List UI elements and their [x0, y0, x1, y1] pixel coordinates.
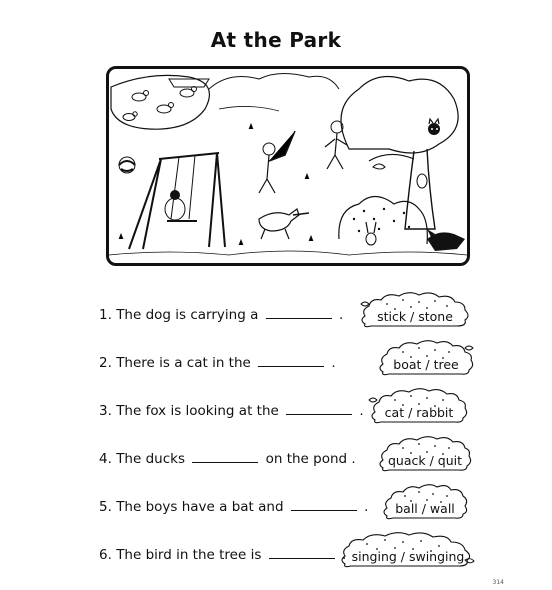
choice-text: quack / quit [387, 453, 463, 468]
question-3 [99, 386, 519, 426]
question-end: . [359, 403, 364, 419]
dog-icon [259, 209, 309, 239]
answer-blank[interactable] [269, 558, 335, 559]
question-number: 4. [99, 451, 112, 467]
choice-text: boat / tree [393, 357, 459, 372]
bird-icon [373, 164, 385, 169]
ducks-on-pond-icon [111, 75, 209, 129]
question-end: . [341, 547, 347, 563]
question-text: The boys have a bat and [116, 499, 284, 515]
cat-in-tree-icon [428, 119, 440, 135]
question-text: There is a cat in the [116, 355, 251, 371]
question-6 [99, 530, 519, 570]
rabbit-icon [366, 222, 376, 245]
choice-cloud [339, 530, 477, 570]
question-text: The dog is carrying a [116, 307, 259, 323]
choice-cloud [377, 434, 473, 474]
question-text: The ducks [116, 451, 185, 467]
question-text: The bird in the tree is [116, 547, 262, 563]
choice-text: cat / rabbit [384, 405, 454, 420]
fox-icon [427, 229, 465, 251]
page-number: 314 [492, 579, 504, 586]
answer-blank[interactable] [286, 414, 352, 415]
choice-cloud [381, 482, 469, 522]
question-end: . [331, 355, 336, 371]
question-end: . [338, 307, 344, 323]
swing-set-icon [129, 153, 225, 249]
ball-icon [119, 157, 135, 173]
answer-blank[interactable] [291, 510, 357, 511]
tree-icon [341, 77, 458, 230]
choice-text: stick / stone [377, 309, 453, 324]
choice-cloud [377, 338, 475, 378]
choice-cloud [367, 386, 471, 426]
page-title: At the Park [210, 28, 342, 52]
answer-blank[interactable] [258, 366, 324, 367]
choice-cloud [357, 290, 473, 330]
question-4 [99, 434, 519, 474]
answer-blank[interactable] [192, 462, 258, 463]
choice-text: singing / swinging [351, 549, 465, 564]
question-end: on the pond . [265, 451, 356, 467]
question-number: 1. [99, 307, 112, 323]
question-5 [99, 482, 519, 522]
question-2 [99, 338, 519, 378]
question-number: 5. [99, 499, 112, 515]
question-number: 6. [99, 547, 112, 563]
answer-blank[interactable] [266, 318, 332, 319]
question-end: . [364, 499, 369, 515]
park-illustration [106, 66, 470, 266]
boy-with-bat-icon [259, 121, 347, 193]
question-number: 2. [99, 355, 112, 371]
question-number: 3. [99, 403, 112, 419]
choice-text: ball / wall [395, 501, 455, 516]
question-1 [99, 290, 519, 330]
question-text: The fox is looking at the [116, 403, 279, 419]
